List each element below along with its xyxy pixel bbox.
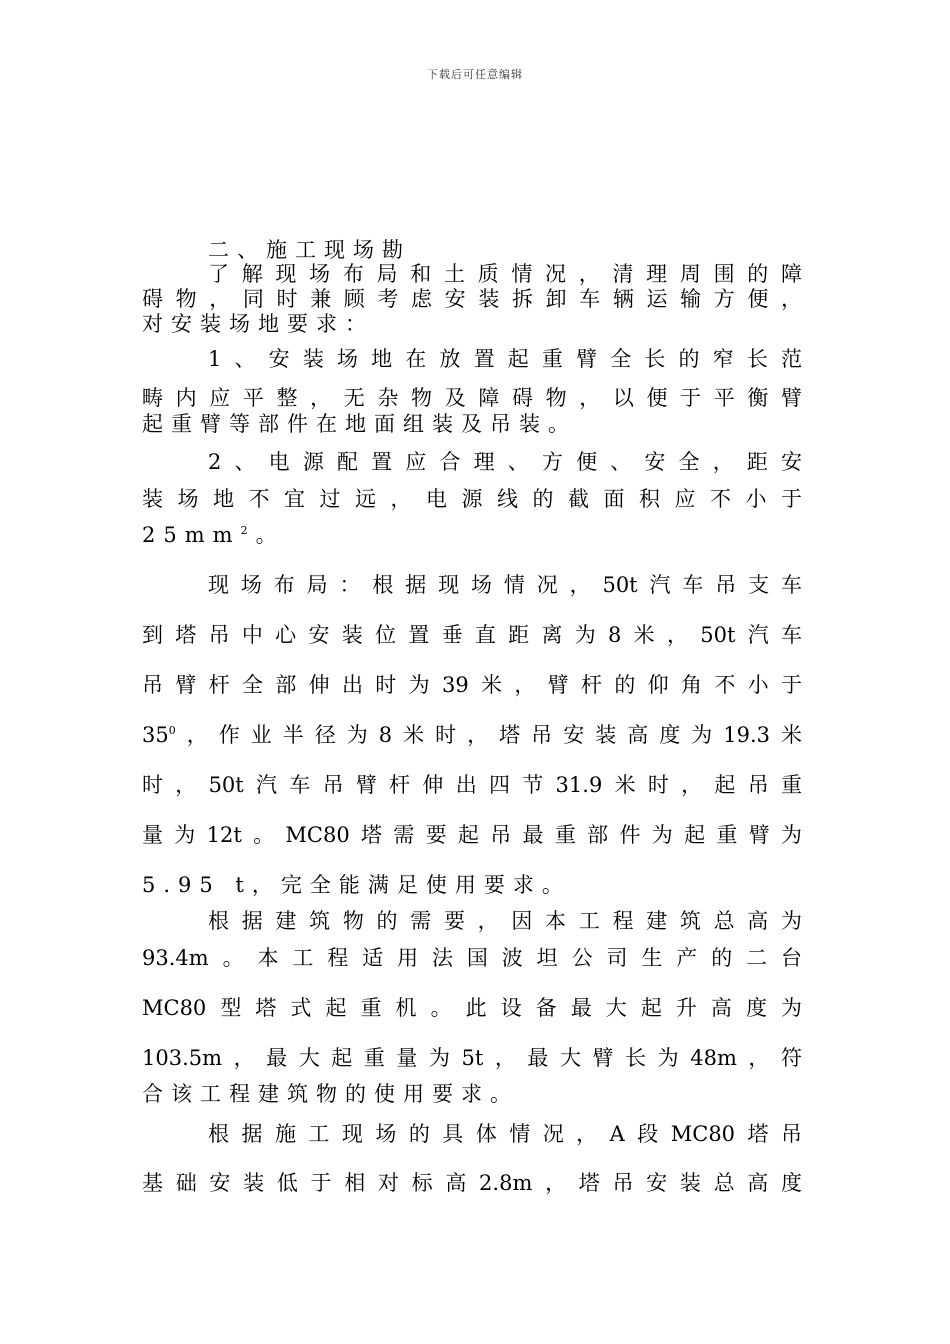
paragraph-line: 5.95 t，完全能满足使用要求。 [142,873,571,897]
superscript: 0 [168,724,176,737]
list-item-line: 装场地不宜过远，电源线的截面积应不小于 [142,487,802,511]
list-item-line: 畴内应平整，无杂物及障碍物，以便于平衡臂 [142,386,802,410]
page-header-note: 下载后可任意编辑 [427,68,523,81]
section-heading: 二、施工现场勘 [208,238,411,262]
list-item-line: 2、电源配置应合理、方便、安全，距安 [208,450,802,474]
paragraph-line: 基础安装低于相对标高2.8m，塔吊安装总高度 [142,1171,802,1195]
paragraph-line: 现场布局：根据现场情况，50t汽车吊支车 [208,573,802,597]
paragraph-line: 碍物，同时兼顾考虑安装拆卸车辆运输方便， [142,287,802,311]
paragraph-line: 合该工程建筑物的使用要求。 [142,1082,519,1106]
angle-value: 35 [142,723,169,747]
paragraph-line: 103.5m，最大起重量为5t，最大臂长为48m，符 [142,1046,802,1070]
line-text: ，作业半径为8米时，塔吊安装高度为19.3米 [175,723,802,747]
period: 。 [255,523,285,547]
paragraph-line: 93.4m。本工程适用法国波坦公司生产的二台 [142,946,802,970]
paragraph-line: MC80型塔式起重机。此设备最大起升高度为 [142,996,802,1020]
superscript: 2 [240,524,256,537]
paragraph-line: 量为12t。MC80塔需要起吊最重部件为起重臂为 [142,823,802,847]
paragraph-line: 到塔吊中心安装位置垂直距离为8米，50t汽车 [142,623,802,647]
paragraph-line: 了解现场布局和土质情况，清理周围的障 [208,262,802,286]
paragraph-line: 时，50t汽车吊臂杆伸出四节31.9米时，起吊重 [142,773,802,797]
paragraph-line: 根据施工现场的具体情况，A段MC80塔吊 [208,1122,802,1146]
paragraph-line: 吊臂杆全部伸出时为39米，臂杆的仰角不小于 [142,673,802,697]
area-value: 25mm [142,523,241,547]
paragraph-line: 对安装场地要求： [142,312,374,336]
list-item-line [142,521,802,549]
paragraph-line: 根据建筑物的需要，因本工程建筑总高为 [208,909,802,933]
list-item-line: 起重臂等部件在地面组装及吊装。 [142,412,577,436]
paragraph-line [142,721,802,749]
list-item-line: 1、安装场地在放置起重臂全长的窄长范 [208,347,802,371]
